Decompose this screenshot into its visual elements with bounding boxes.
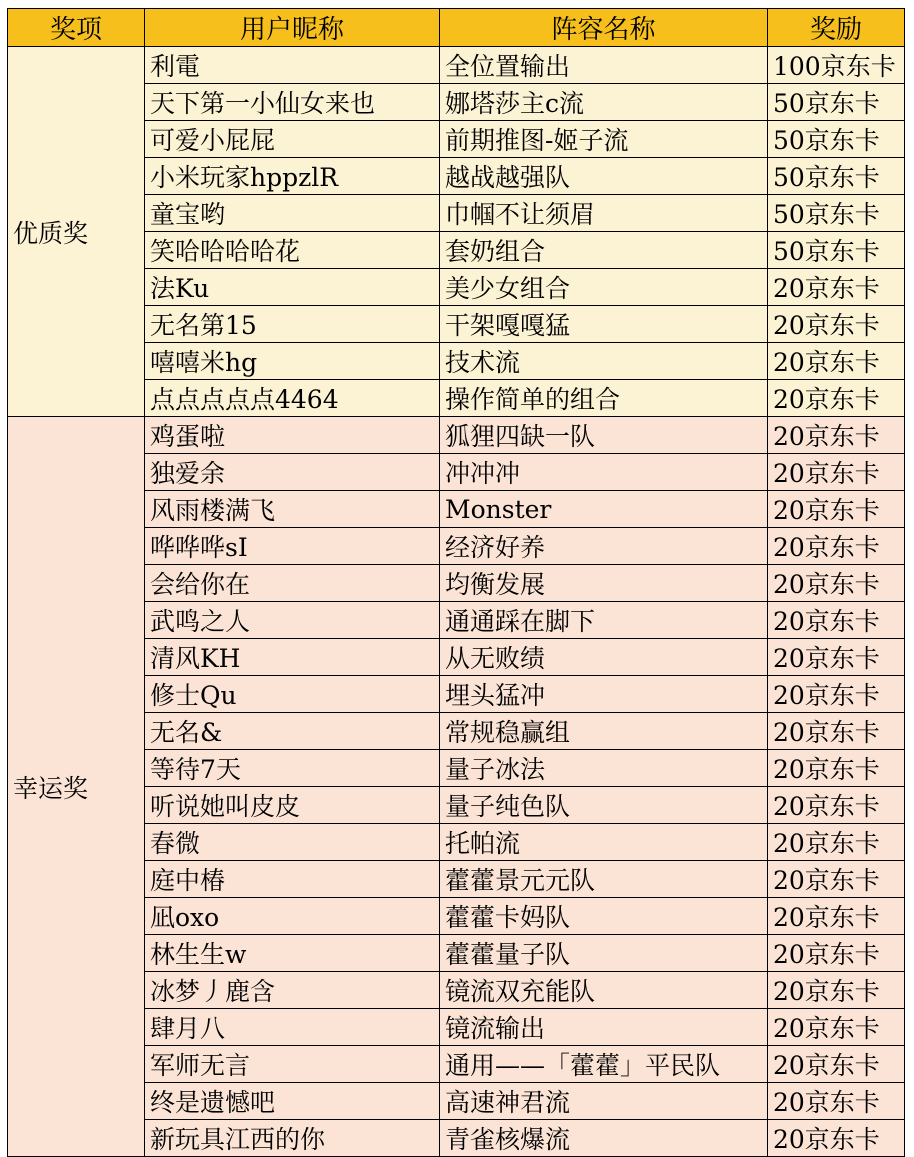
user-nickname-cell: 会给你在 [145,565,440,602]
lineup-name-cell: 技术流 [440,343,768,380]
lineup-name-cell: 前期推图-姬子流 [440,121,768,158]
lineup-name-cell: 从无败绩 [440,639,768,676]
lineup-name-cell: 冲冲冲 [440,454,768,491]
header-user: 用户昵称 [145,9,440,47]
award-category-cell: 幸运奖 [8,417,145,1157]
table-body [8,47,905,1157]
reward-cell: 20京东卡 [768,269,905,306]
lineup-name-cell: 越战越强队 [440,158,768,195]
lineup-name-cell: 娜塔莎主c流 [440,84,768,121]
lineup-name-cell: 镜流双充能队 [440,972,768,1009]
lineup-name-cell: 通用——「藿藿」平民队 [440,1046,768,1083]
header-lineup: 阵容名称 [440,9,768,47]
user-nickname-cell: 天下第一小仙女来也 [145,84,440,121]
reward-cell: 20京东卡 [768,935,905,972]
table-row [8,47,905,84]
reward-cell: 20京东卡 [768,898,905,935]
reward-cell: 100京东卡 [768,47,905,84]
reward-cell: 20京东卡 [768,972,905,1009]
user-nickname-cell: 可爱小屁屁 [145,121,440,158]
lineup-name-cell: 美少女组合 [440,269,768,306]
lineup-name-cell: 高速神君流 [440,1083,768,1120]
user-nickname-cell: 无名第15 [145,306,440,343]
user-nickname-cell: 童宝哟 [145,195,440,232]
reward-cell: 20京东卡 [768,1083,905,1120]
header-award: 奖项 [8,9,145,47]
lineup-name-cell: Monster [440,491,768,528]
reward-cell: 50京东卡 [768,121,905,158]
reward-cell: 20京东卡 [768,787,905,824]
reward-cell: 50京东卡 [768,195,905,232]
user-nickname-cell: 嘻嘻米hg [145,343,440,380]
user-nickname-cell: 终是遗憾吧 [145,1083,440,1120]
user-nickname-cell: 风雨楼满飞 [145,491,440,528]
table-row [8,417,905,454]
reward-cell: 20京东卡 [768,1120,905,1157]
reward-cell: 20京东卡 [768,1046,905,1083]
lineup-name-cell: 通通踩在脚下 [440,602,768,639]
lineup-name-cell: 藿藿卡妈队 [440,898,768,935]
reward-cell: 20京东卡 [768,861,905,898]
user-nickname-cell: 独爱余 [145,454,440,491]
reward-cell: 20京东卡 [768,676,905,713]
reward-cell: 20京东卡 [768,750,905,787]
reward-cell: 20京东卡 [768,528,905,565]
lineup-name-cell: 操作简单的组合 [440,380,768,417]
user-nickname-cell: 鸡蛋啦 [145,417,440,454]
lineup-name-cell: 常规稳赢组 [440,713,768,750]
user-nickname-cell: 听说她叫皮皮 [145,787,440,824]
user-nickname-cell: 冰梦丿鹿含 [145,972,440,1009]
user-nickname-cell: 等待7天 [145,750,440,787]
reward-cell: 20京东卡 [768,565,905,602]
lineup-name-cell: 藿藿景元元队 [440,861,768,898]
reward-cell: 20京东卡 [768,306,905,343]
reward-cell: 20京东卡 [768,602,905,639]
reward-cell: 20京东卡 [768,824,905,861]
reward-cell: 20京东卡 [768,639,905,676]
user-nickname-cell: 点点点点点4464 [145,380,440,417]
user-nickname-cell: 笑哈哈哈哈花 [145,232,440,269]
reward-cell: 20京东卡 [768,417,905,454]
user-nickname-cell: 春微 [145,824,440,861]
user-nickname-cell: 清风KH [145,639,440,676]
reward-cell: 20京东卡 [768,713,905,750]
user-nickname-cell: 无名& [145,713,440,750]
lineup-name-cell: 埋头猛冲 [440,676,768,713]
user-nickname-cell: 新玩具江西的你 [145,1120,440,1157]
user-nickname-cell: 哗哗哗sI [145,528,440,565]
awards-table [7,8,905,1157]
lineup-name-cell: 干架嘎嘎猛 [440,306,768,343]
reward-cell: 20京东卡 [768,491,905,528]
user-nickname-cell: 肆月八 [145,1009,440,1046]
reward-cell: 50京东卡 [768,232,905,269]
lineup-name-cell: 藿藿量子队 [440,935,768,972]
user-nickname-cell: 利電 [145,47,440,84]
lineup-name-cell: 托帕流 [440,824,768,861]
header-row [8,9,905,47]
reward-cell: 20京东卡 [768,454,905,491]
user-nickname-cell: 武鸣之人 [145,602,440,639]
lineup-name-cell: 套奶组合 [440,232,768,269]
reward-cell: 50京东卡 [768,158,905,195]
lineup-name-cell: 狐狸四缺一队 [440,417,768,454]
user-nickname-cell: 庭中椿 [145,861,440,898]
user-nickname-cell: 修士Qu [145,676,440,713]
user-nickname-cell: 军师无言 [145,1046,440,1083]
user-nickname-cell: 小米玩家hppzlR [145,158,440,195]
lineup-name-cell: 量子冰法 [440,750,768,787]
lineup-name-cell: 巾帼不让须眉 [440,195,768,232]
lineup-name-cell: 量子纯色队 [440,787,768,824]
lineup-name-cell: 镜流输出 [440,1009,768,1046]
lineup-name-cell: 均衡发展 [440,565,768,602]
lineup-name-cell: 经济好养 [440,528,768,565]
user-nickname-cell: 法Ku [145,269,440,306]
reward-cell: 20京东卡 [768,1009,905,1046]
lineup-name-cell: 全位置输出 [440,47,768,84]
award-category-cell: 优质奖 [8,47,145,417]
reward-cell: 20京东卡 [768,343,905,380]
user-nickname-cell: 林生生w [145,935,440,972]
header-reward: 奖励 [768,9,905,47]
reward-cell: 20京东卡 [768,380,905,417]
reward-cell: 50京东卡 [768,84,905,121]
user-nickname-cell: 凪oxo [145,898,440,935]
lineup-name-cell: 青雀核爆流 [440,1120,768,1157]
